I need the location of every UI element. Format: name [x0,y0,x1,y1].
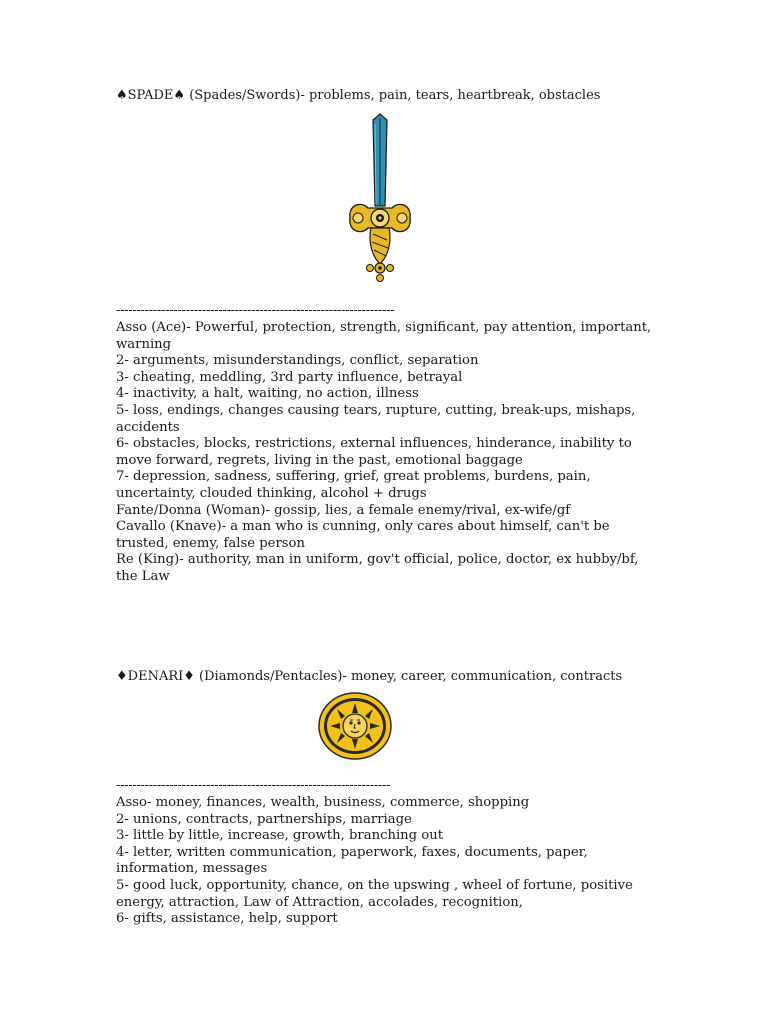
denari-meaning-2: 2- unions, contracts, partnerships, marriage [116,811,412,827]
denari-meaning-6: 6- gifts, assistance, help, support [116,911,338,927]
spade-meaning-knave: Cavallo (Knave)- a man who is cunning, only cares about himself, can't be trusted, enemy, false person [116,519,610,551]
spade-meaning-5: 5- loss, endings, changes causing tears, rupture, cutting, break-ups, mishaps, accidents [116,402,636,435]
denari-meanings-list [116,795,656,928]
spade-divider: -------------------------------------------------------------------- [116,303,395,318]
denari-meaning-3: 3- little by little, increase, growth, branching out [116,828,444,844]
denari-meaning-ace: Asso- money, finances, wealth, business, commerce, shopping [116,795,530,810]
sword-icon [344,110,434,286]
spade-meaning-4: 4- inactivity, a halt, waiting, no action, illness [116,386,419,402]
spade-meaning-7: 7- depression, sadness, suffering, grief, great problems, burdens, pain, uncertainty, clouded thinking, alcohol + drugs [116,469,591,501]
spade-meaning-ace: Asso (Ace)- Powerful, protection, strength, significant, pay attention, important, warning [116,320,652,352]
denari-divider: ------------------------------------------------------------------- [116,778,391,793]
spade-meaning-2: 2- arguments, misunderstandings, conflict, separation [116,353,479,369]
spade-meaning-6: 6- obstacles, blocks, restrictions, external influences, hinderance, inability to move forward, regrets, living in the past, emotional baggage [116,436,632,468]
spade-meanings-list [116,320,656,586]
denari-meaning-4: 4- letter, written communication, paperwork, faxes, documents, paper, information, messages [116,844,588,877]
spade-meaning-woman: Fante/Donna (Woman)- gossip, lies, a female enemy/rival, ex-wife/gf [116,502,571,518]
spade-meaning-king: Re (King)- authority, man in uniform, gov't official, police, doctor, ex hubby/bf, the Law [116,552,639,584]
sun-coin-icon [317,691,393,761]
spade-section-header: ♠SPADE♠ (Spades/Swords)- problems, pain, tears, heartbreak, obstacles [116,88,601,103]
spade-meaning-3: 3- cheating, meddling, 3rd party influence, betrayal [116,369,463,385]
denari-section-header: ♦DENARI♦ (Diamonds/Pentacles)- money, career, communication, contracts [116,669,623,684]
denari-meaning-5: 5- good luck, opportunity, chance, on the upswing , wheel of fortune, positive energy, attraction, Law of Attraction, accolades, recognition, [116,877,633,910]
